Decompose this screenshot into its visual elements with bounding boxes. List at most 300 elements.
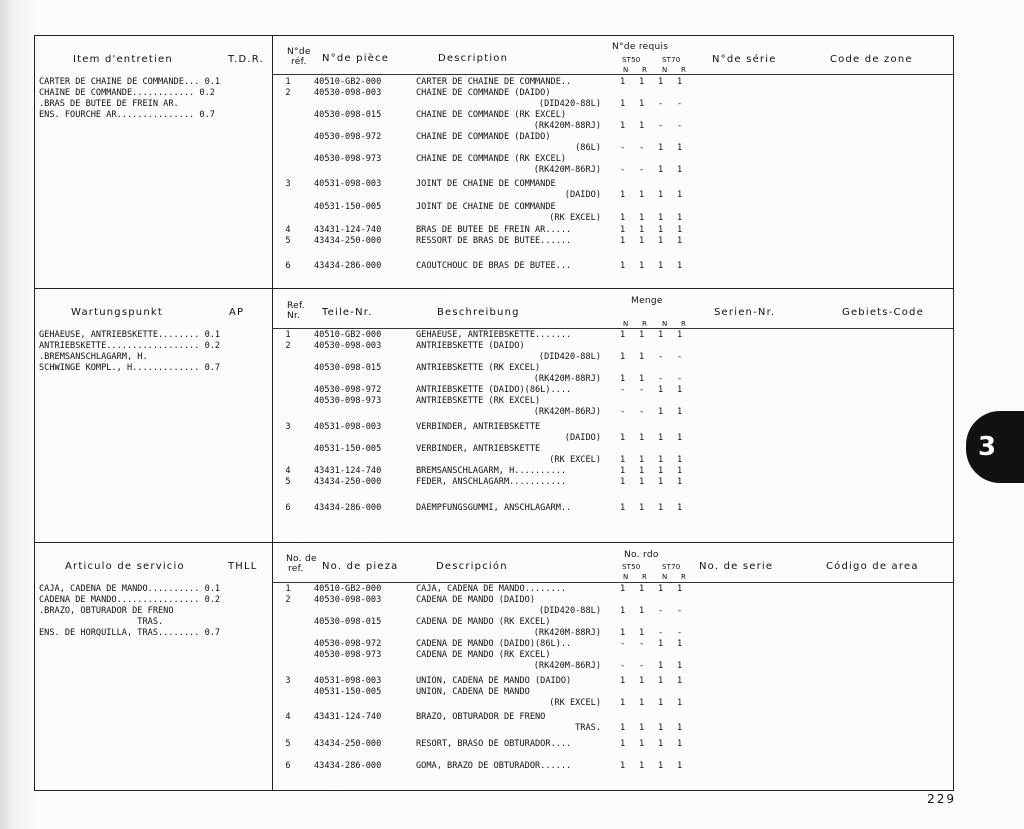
header-item: Item d'entretien	[73, 54, 173, 65]
qty: 1	[639, 739, 645, 749]
part-number: 40531-150-005	[314, 687, 382, 697]
qty: 1	[620, 503, 626, 513]
qty: 1	[620, 99, 626, 109]
qty: -	[639, 385, 645, 395]
qty: 1	[620, 606, 626, 616]
qty: 1	[620, 225, 626, 235]
qty: 1	[658, 433, 664, 443]
description: UNION, CADENA DE MANDO	[416, 687, 530, 697]
qty: 1	[620, 77, 626, 87]
qty-sub-2: R	[642, 573, 648, 581]
qty: -	[677, 628, 683, 638]
header-ref-line1: Ref.	[287, 301, 305, 311]
quantities	[620, 433, 690, 444]
qty: -	[620, 143, 626, 153]
header-part: Teile-Nr.	[322, 307, 373, 318]
description: GOMA, BRAZO DE OBTURADOR......	[416, 761, 572, 771]
quantities	[620, 606, 690, 617]
ref-number: 3	[285, 676, 291, 686]
qty: 1	[677, 676, 683, 686]
ref-number: 1	[285, 584, 291, 594]
qty: 1	[677, 584, 683, 594]
ref-number: 1	[285, 330, 291, 340]
qty: -	[677, 99, 683, 109]
description-cont: (86L)	[575, 143, 601, 153]
header-serial: N°de série	[712, 54, 777, 65]
part-number: 40530-098-003	[314, 341, 382, 351]
quantities	[620, 676, 690, 687]
qty: 1	[677, 739, 683, 749]
part-number: 43434-286-000	[314, 261, 382, 271]
header-divider	[272, 328, 953, 329]
qty: 1	[639, 374, 645, 384]
service-item: TRAS.	[39, 617, 164, 627]
description: RESORT, BRASO DE OBTURADOR....	[416, 739, 572, 749]
qty: 1	[658, 584, 664, 594]
qty: 1	[620, 628, 626, 638]
quantities	[620, 236, 690, 247]
qty-sub-2: R	[642, 66, 648, 74]
description: CAOUTCHOUC DE BRAS DE BUTEE...	[416, 261, 572, 271]
qty: 1	[639, 676, 645, 686]
qty: 1	[639, 455, 645, 465]
qty: -	[639, 165, 645, 175]
service-item: SCHWINGE KOMPL., H............. 0.7	[39, 363, 221, 373]
qty-sub-4: R	[681, 573, 687, 581]
qty: 1	[658, 661, 664, 671]
part-number: 43434-250-000	[314, 236, 382, 246]
ref-number: 4	[285, 466, 291, 476]
qty: 1	[639, 77, 645, 87]
qty: 1	[620, 121, 626, 131]
part-number: 43431-124-740	[314, 466, 382, 476]
qty: 1	[677, 698, 683, 708]
service-item: ANTRIEBSKETTE.................. 0.2	[39, 341, 221, 351]
part-number: 40531-098-003	[314, 676, 382, 686]
ref-number: 4	[285, 225, 291, 235]
qty: 1	[658, 407, 664, 417]
qty: 1	[658, 739, 664, 749]
description-cont: (RK420M-86RJ)	[533, 165, 601, 175]
qty: -	[620, 407, 626, 417]
quantities	[620, 503, 690, 514]
qty: 1	[620, 455, 626, 465]
description-cont: (DID420-88L)	[538, 99, 601, 109]
quantities	[620, 77, 690, 88]
qty: 1	[677, 477, 683, 487]
qty: 1	[677, 761, 683, 771]
description-cont: (RK420M-88RJ)	[533, 374, 601, 384]
quantities	[620, 165, 690, 176]
qty: 1	[639, 761, 645, 771]
service-item: ENS. DE HORQUILLA, TRAS........ 0.7	[39, 628, 221, 638]
part-number: 40530-098-973	[314, 396, 382, 406]
service-item: CAJA, CADENA DE MANDO.......... 0.1	[39, 584, 221, 594]
chapter-tab: 3	[966, 411, 1024, 483]
part-number: 43434-286-000	[314, 503, 382, 513]
quantities	[620, 99, 690, 110]
qty-sub-3: N	[662, 320, 668, 328]
ref-number: 2	[285, 595, 291, 605]
part-number: 40510-GB2-000	[314, 77, 382, 87]
description: JOINT DE CHAINE DE COMMANDE	[416, 179, 556, 189]
qty: -	[639, 661, 645, 671]
qty: 1	[620, 352, 626, 362]
qty: 1	[620, 723, 626, 733]
qty: 1	[639, 236, 645, 246]
quantities	[620, 761, 690, 772]
quantities	[620, 639, 690, 650]
qty: 1	[620, 739, 626, 749]
qty: 1	[639, 503, 645, 513]
qty: 1	[658, 761, 664, 771]
qty: -	[677, 374, 683, 384]
qty: -	[620, 385, 626, 395]
qty: 1	[639, 466, 645, 476]
header-desc: Beschreibung	[437, 307, 520, 318]
qty: 1	[677, 213, 683, 223]
qty: 1	[677, 433, 683, 443]
part-number: 40530-098-003	[314, 88, 382, 98]
qty: 1	[677, 165, 683, 175]
header-desc: Descripción	[436, 561, 508, 572]
header-part: No. de pieza	[322, 561, 399, 572]
qty: 1	[677, 466, 683, 476]
qty: 1	[658, 455, 664, 465]
qty: 1	[658, 385, 664, 395]
qty: -	[677, 352, 683, 362]
description-cont: (RK EXCEL)	[549, 455, 601, 465]
quantities	[620, 723, 690, 734]
service-item: CHAINE DE COMMANDE............ 0.2	[39, 88, 215, 98]
section-german	[35, 288, 953, 542]
ref-number: 2	[285, 341, 291, 351]
qty: 1	[639, 190, 645, 200]
description: DAEMPFUNGSGUMMI, ANSCHLAGARM..	[416, 503, 572, 513]
qty: 1	[677, 261, 683, 271]
quantities	[620, 121, 690, 132]
qty: 1	[620, 698, 626, 708]
description-cont: (RK420M-86RJ)	[533, 407, 601, 417]
header-ref-line2: Nr.	[287, 311, 301, 321]
description: CADENA DE MANDO (DAIDO)	[416, 595, 535, 605]
header-ref-line2: ref.	[288, 564, 304, 574]
qty: -	[677, 606, 683, 616]
description: BRAS DE BUTEE DE FREIN AR.....	[416, 225, 572, 235]
description-cont: (RK420M-88RJ)	[533, 628, 601, 638]
quantities	[620, 352, 690, 363]
ref-number: 5	[285, 477, 291, 487]
qty: 1	[620, 236, 626, 246]
description: CHAINE DE COMMANDE (RK EXCEL)	[416, 110, 567, 120]
description: CHAINE DE COMMANDE (DAIDO)	[416, 132, 551, 142]
quantities	[620, 261, 690, 272]
part-number: 40510-GB2-000	[314, 584, 382, 594]
part-number: 40531-150-005	[314, 202, 382, 212]
description: VERBINDER, ANTRIEBSKETTE	[416, 444, 541, 454]
service-item: GEHAEUSE, ANTRIEBSKETTE........ 0.1	[39, 330, 221, 340]
description-cont: (RK EXCEL)	[549, 213, 601, 223]
header-serial: Serien-Nr.	[714, 307, 776, 318]
description: BRAZO, OBTURADOR DE FRENO	[416, 712, 546, 722]
description: ANTRIEBSKETTE (RK EXCEL)	[416, 396, 541, 406]
qty: 1	[620, 676, 626, 686]
ref-number: 6	[285, 261, 291, 271]
header-tdr: AP	[229, 307, 245, 318]
header-serial: No. de serie	[699, 561, 774, 572]
qty: 1	[677, 503, 683, 513]
qty-sub-1: N	[623, 320, 629, 328]
quantities	[620, 466, 690, 477]
header-divider	[272, 74, 953, 75]
qty: 1	[639, 352, 645, 362]
page-number: 229	[927, 792, 956, 806]
description-cont: (DID420-88L)	[538, 352, 601, 362]
qty: 1	[639, 698, 645, 708]
qty-sub-3: N	[662, 66, 668, 74]
qty: 1	[677, 330, 683, 340]
qty: 1	[639, 606, 645, 616]
description-cont: (RK420M-88RJ)	[533, 121, 601, 131]
qty: -	[620, 639, 626, 649]
qty: 1	[677, 455, 683, 465]
qty: 1	[677, 661, 683, 671]
qty-model-1: ST50	[622, 563, 641, 571]
qty: 1	[639, 261, 645, 271]
qty: -	[658, 374, 664, 384]
header-tdr: T.D.R.	[228, 54, 264, 65]
part-number: 40531-150-005	[314, 444, 382, 454]
quantities	[620, 385, 690, 396]
qty: 1	[639, 584, 645, 594]
qty: 1	[677, 190, 683, 200]
qty: 1	[639, 433, 645, 443]
qty: 1	[639, 99, 645, 109]
part-number: 40530-098-015	[314, 617, 382, 627]
header-qty: N°de requis	[612, 42, 669, 52]
qty: 1	[658, 77, 664, 87]
qty: -	[658, 99, 664, 109]
qty: 1	[658, 639, 664, 649]
qty: 1	[677, 143, 683, 153]
description: UNION, CADENA DE MANDO (DAIDO)	[416, 676, 572, 686]
qty: 1	[620, 477, 626, 487]
service-item: .BREMSANSCHLAGARM, H.	[39, 352, 148, 362]
quantities	[620, 190, 690, 201]
description: VERBINDER, ANTRIEBSKETTE	[416, 422, 541, 432]
part-number: 40531-098-003	[314, 179, 382, 189]
header-ref-line2: réf.	[291, 57, 307, 67]
part-number: 40530-098-015	[314, 110, 382, 120]
ref-number: 4	[285, 712, 291, 722]
qty: 1	[658, 466, 664, 476]
qty: 1	[677, 639, 683, 649]
quantities	[620, 225, 690, 236]
qty: -	[620, 661, 626, 671]
qty-model-2: ST70	[662, 563, 681, 571]
description: CADENA DE MANDO (RK EXCEL)	[416, 650, 551, 660]
part-number: 40530-098-973	[314, 154, 382, 164]
ref-number: 2	[285, 88, 291, 98]
service-item: ENS. FOURCHE AR............... 0.7	[39, 110, 215, 120]
ref-number: 1	[285, 77, 291, 87]
qty: -	[658, 352, 664, 362]
quantities	[620, 213, 690, 224]
header-desc: Description	[438, 53, 509, 64]
ref-number: 6	[285, 503, 291, 513]
header-part: N°de pièce	[322, 53, 390, 64]
qty-sub-3: N	[662, 573, 668, 581]
qty: 1	[677, 723, 683, 733]
header-ref-line1: N°de	[287, 47, 311, 57]
qty: -	[639, 143, 645, 153]
description: CADENA DE MANDO (RK EXCEL)	[416, 617, 551, 627]
quantities	[620, 628, 690, 639]
qty: 1	[658, 723, 664, 733]
qty: 1	[658, 261, 664, 271]
qty: -	[639, 639, 645, 649]
qty: 1	[677, 385, 683, 395]
description: ANTRIEBSKETTE (DAIDO)(86L)....	[416, 385, 572, 395]
service-item: .BRAZO, OBTURADOR DE FRENO	[39, 606, 174, 616]
qty: 1	[639, 330, 645, 340]
description: BREMSANSCHLAGARM, H..........	[416, 466, 567, 476]
qty: 1	[658, 503, 664, 513]
qty: 1	[658, 676, 664, 686]
qty-model-1: ST50	[622, 56, 641, 64]
qty-sub-1: N	[623, 573, 629, 581]
ref-number: 5	[285, 739, 291, 749]
header-item: Articulo de servicio	[65, 561, 185, 572]
qty: 1	[639, 477, 645, 487]
ref-number: 3	[285, 422, 291, 432]
qty: 1	[620, 466, 626, 476]
qty: 1	[620, 584, 626, 594]
qty: 1	[677, 77, 683, 87]
qty: 1	[639, 225, 645, 235]
qty-sub-4: R	[681, 320, 687, 328]
quantities	[620, 584, 690, 595]
part-number: 40530-098-972	[314, 385, 382, 395]
description: ANTRIEBSKETTE (RK EXCEL)	[416, 363, 541, 373]
qty: 1	[620, 761, 626, 771]
description: ANTRIEBSKETTE (DAIDO)	[416, 341, 525, 351]
qty: -	[639, 407, 645, 417]
quantities	[620, 477, 690, 488]
qty: 1	[658, 225, 664, 235]
ref-number: 5	[285, 236, 291, 246]
quantities	[620, 143, 690, 154]
description: RESSORT DE BRAS DE BUTEE......	[416, 236, 572, 246]
header-zone: Code de zone	[830, 54, 913, 65]
part-number: 40530-098-972	[314, 639, 382, 649]
header-ref-line1: No. de	[286, 554, 317, 564]
part-number: 43434-286-000	[314, 761, 382, 771]
part-number: 43431-124-740	[314, 225, 382, 235]
qty: 1	[658, 143, 664, 153]
qty: 1	[658, 165, 664, 175]
section-french	[35, 36, 953, 288]
qty: 1	[639, 213, 645, 223]
header-qty: Menge	[631, 296, 663, 306]
qty: -	[620, 165, 626, 175]
description: GEHAEUSE, ANTRIEBSKETTE.......	[416, 330, 572, 340]
description-cont: (DID420-88L)	[538, 606, 601, 616]
header-qty: No. rdo	[624, 550, 659, 560]
parts-table-frame	[34, 35, 954, 791]
header-divider	[272, 582, 953, 583]
description: CHAINE DE COMMANDE (DAIDO)	[416, 88, 551, 98]
qty-sub-2: R	[642, 320, 648, 328]
description: CAJA, CADENA DE MANDO........	[416, 584, 567, 594]
part-number: 40531-098-003	[314, 422, 382, 432]
description: CADENA DE MANDO (DAIDO)(86L)..	[416, 639, 572, 649]
qty: 1	[658, 330, 664, 340]
part-number: 40530-098-003	[314, 595, 382, 605]
quantities	[620, 330, 690, 341]
qty: -	[677, 121, 683, 131]
qty: 1	[658, 477, 664, 487]
qty: 1	[658, 236, 664, 246]
quantities	[620, 407, 690, 418]
description-cont: (RK420M-86RJ)	[533, 661, 601, 671]
qty-sub-1: N	[623, 66, 629, 74]
service-item: .BRAS DE BUTEE DE FREIN AR.	[39, 99, 179, 109]
part-number: 40510-GB2-000	[314, 330, 382, 340]
quantities	[620, 455, 690, 466]
qty: -	[658, 121, 664, 131]
qty: 1	[639, 628, 645, 638]
service-item: CARTER DE CHAINE DE COMMANDE... 0.1	[39, 77, 221, 87]
part-number: 43434-250-000	[314, 477, 382, 487]
qty: 1	[620, 190, 626, 200]
header-item: Wartungspunkt	[71, 307, 163, 318]
description: CARTER DE CHAINE DE COMMANDE..	[416, 77, 572, 87]
qty: 1	[677, 225, 683, 235]
part-number: 43434-250-000	[314, 739, 382, 749]
qty: 1	[620, 374, 626, 384]
qty: 1	[658, 698, 664, 708]
header-tdr: THLL	[228, 561, 258, 572]
quantities	[620, 698, 690, 709]
qty: -	[658, 606, 664, 616]
qty: -	[658, 628, 664, 638]
part-number: 40530-098-973	[314, 650, 382, 660]
qty: 1	[639, 723, 645, 733]
part-number: 43431-124-740	[314, 712, 382, 722]
qty: 1	[677, 407, 683, 417]
description-cont: (DAIDO)	[564, 190, 601, 200]
quantities	[620, 661, 690, 672]
description: FEDER, ANSCHLAGARM...........	[416, 477, 567, 487]
qty-model-2: ST70	[662, 56, 681, 64]
header-zone: Código de area	[826, 561, 919, 572]
qty: 1	[620, 261, 626, 271]
service-item: CADENA DE MANDO................ 0.2	[39, 595, 221, 605]
ref-number: 3	[285, 179, 291, 189]
quantities	[620, 739, 690, 750]
description: CHAINE DE COMMANDE (RK EXCEL)	[416, 154, 567, 164]
description-cont: TRAS.	[575, 723, 601, 733]
description-cont: (RK EXCEL)	[549, 698, 601, 708]
section-spanish	[35, 542, 953, 790]
qty: 1	[658, 190, 664, 200]
ref-number: 6	[285, 761, 291, 771]
qty: 1	[620, 433, 626, 443]
part-number: 40530-098-972	[314, 132, 382, 142]
qty-sub-4: R	[681, 66, 687, 74]
qty: 1	[658, 213, 664, 223]
